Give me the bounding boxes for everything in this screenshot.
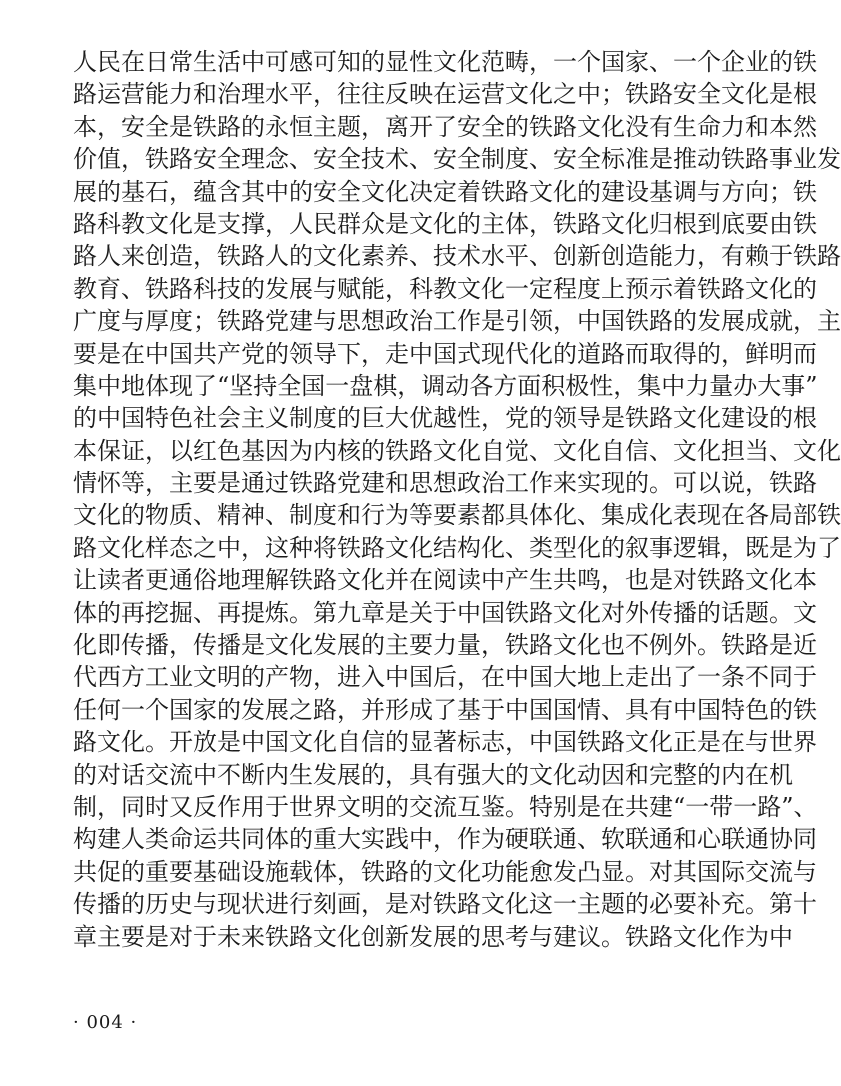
text-line-22: 路文化。开放是中国文化自信的显著标志，中国铁路文化正是在与世界: [73, 728, 817, 757]
text-line-17: 让读者更通俗地理解铁路文化并在阅读中产生共鸣，也是对铁路文化本: [73, 566, 817, 595]
body-text: [73, 46, 841, 953]
text-line-9: 广度与厚度；铁路党建与思想政治工作是引领，中国铁路的发展成就，主: [73, 307, 841, 336]
text-line-10: 要是在中国共产党的领导下，走中国式现代化的道路而取得的，鲜明而: [73, 339, 817, 368]
text-line-6: 路科教文化是支撑，人民群众是文化的主体，铁路文化归根到底要由铁: [73, 209, 817, 238]
text-line-11: 集中地体现了“坚持全国一盘棋，调动各方面积极性，集中力量办大事”: [73, 371, 818, 400]
text-line-21: 任何一个国家的发展之路，并形成了基于中国国情、具有中国特色的铁: [73, 695, 817, 724]
text-line-26: 共促的重要基础设施载体，铁路的文化功能愈发凸显。对其国际交流与: [73, 857, 817, 886]
text-line-3: 本，安全是铁路的永恒主题，离开了安全的铁路文化没有生命力和本然: [73, 112, 817, 141]
page-number: · 004 ·: [73, 1012, 138, 1033]
text-line-13: 本保证，以红色基因为内核的铁路文化自觉、文化自信、文化担当、文化: [73, 436, 841, 465]
text-line-2: 路运营能力和治理水平，往往反映在运营文化之中；铁路安全文化是根: [73, 80, 817, 109]
text-line-15: 文化的物质、精神、制度和行为等要素都具体化、集成化表现在各局部铁: [73, 501, 841, 530]
text-line-23: 的对话交流中不断内生发展的，具有强大的文化动因和完整的内在机: [73, 760, 793, 789]
text-line-27: 传播的历史与现状进行刻画，是对铁路文化这一主题的必要补充。第十: [73, 890, 817, 919]
text-line-5: 展的基石，蕴含其中的安全文化决定着铁路文化的建设基调与方向；铁: [73, 177, 817, 206]
text-line-20: 代西方工业文明的产物，进入中国后，在中国大地上走出了一条不同于: [73, 663, 817, 692]
text-line-16: 路文化样态之中，这种将铁路文化结构化、类型化的叙事逻辑，既是为了: [73, 533, 841, 562]
text-line-8: 教育、铁路科技的发展与赋能，科教文化一定程度上预示着铁路文化的: [73, 274, 817, 303]
text-line-18: 体的再挖掘、再提炼。第九章是关于中国铁路文化对外传播的话题。文: [73, 598, 817, 627]
text-line-28: 章主要是对于未来铁路文化创新发展的思考与建议。铁路文化作为中: [73, 922, 793, 951]
text-line-12: 的中国特色社会主义制度的巨大优越性，党的领导是铁路文化建设的根: [73, 404, 817, 433]
text-line-4: 价值，铁路安全理念、安全技术、安全制度、安全标准是推动铁路事业发: [73, 145, 841, 174]
text-line-14: 情怀等，主要是通过铁路党建和思想政治工作来实现的。可以说，铁路: [73, 469, 817, 498]
text-line-24: 制，同时又反作用于世界文明的交流互鉴。特别是在共建“一带一路”、: [73, 792, 818, 821]
text-line-19: 化即传播，传播是文化发展的主要力量，铁路文化也不例外。铁路是近: [73, 631, 817, 660]
text-line-7: 路人来创造，铁路人的文化素养、技术水平、创新创造能力，有赖于铁路: [73, 242, 841, 271]
text-line-25: 构建人类命运共同体的重大实践中，作为硬联通、软联通和心联通协同: [73, 825, 817, 854]
text-line-1: 人民在日常生活中可感可知的显性文化范畴，一个国家、一个企业的铁: [73, 48, 817, 76]
